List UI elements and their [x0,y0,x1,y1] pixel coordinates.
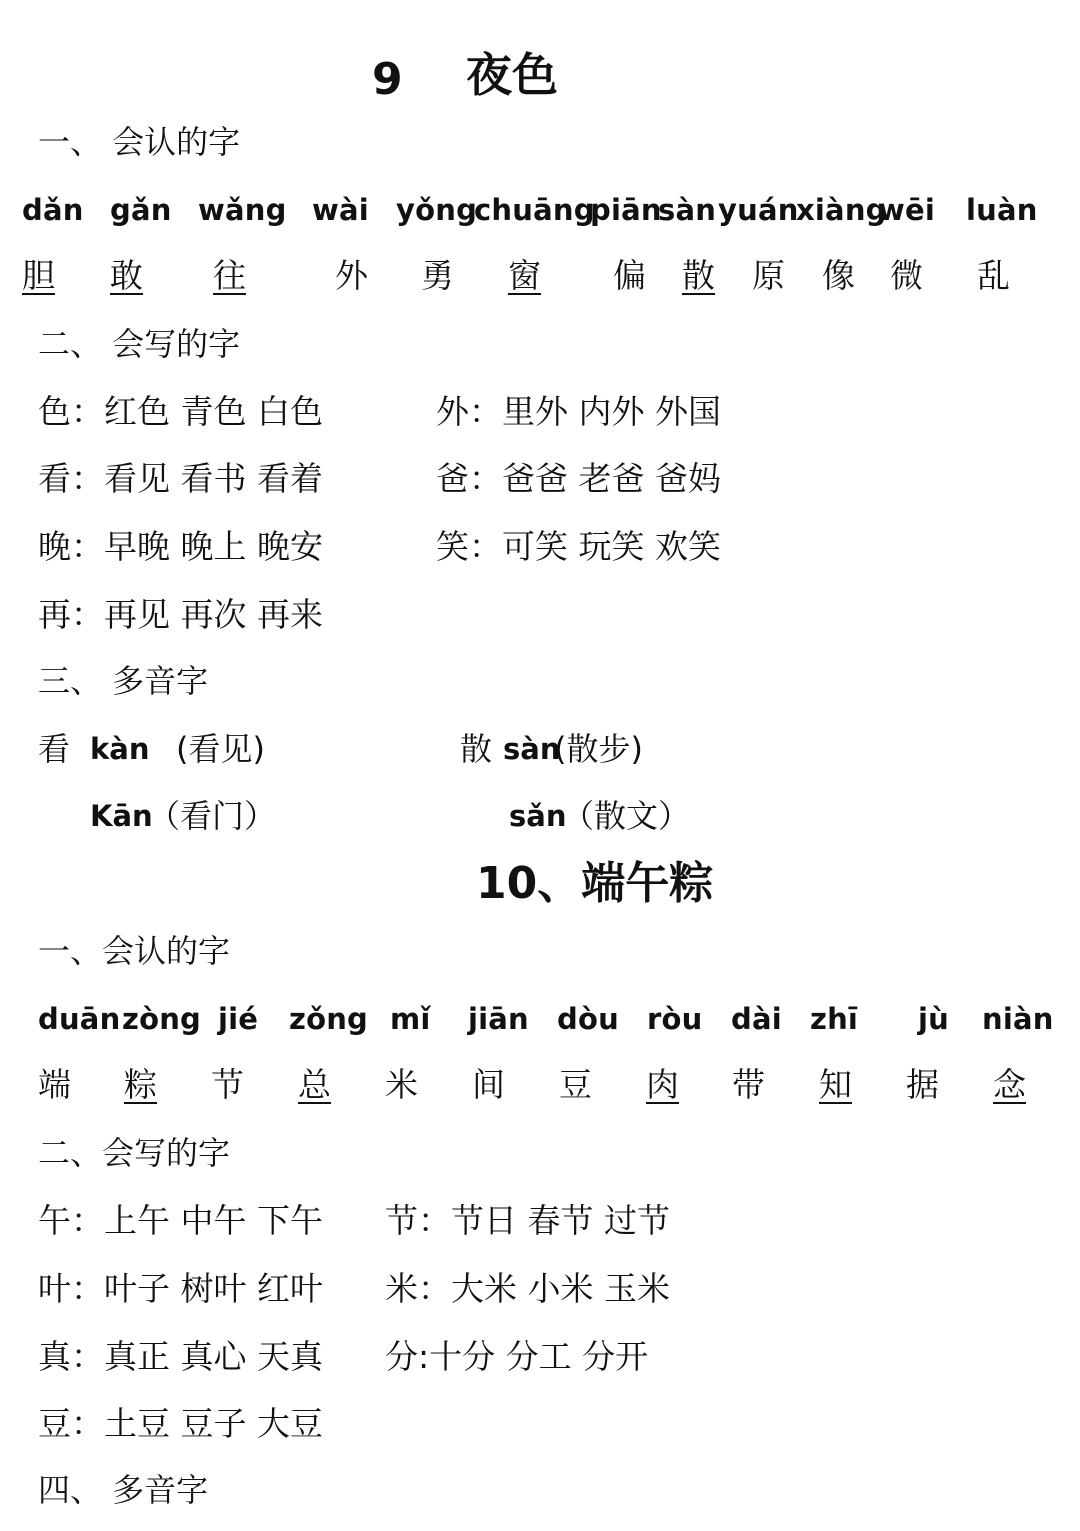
l9-char-12: 乱 [977,256,1010,295]
l10-char-7: 豆 [559,1065,592,1104]
lesson10-recognize-heading: 一、会认的字 [38,932,231,970]
l10-pinyin-3: jié [218,1002,259,1036]
l9-char-8: 散 [682,256,715,295]
lesson9-recognize-heading: 一、 会认的字 [38,123,241,161]
l9-write-row3-right: 笑：可笑 玩笑 欢笑 [436,527,721,566]
l10-write-row2-left: 叶：叶子 树叶 红叶 [38,1269,323,1308]
l10-char-11: 据 [906,1065,939,1104]
l10-write-row3-left: 真：真正 真心 天真 [38,1337,323,1376]
l10-pinyin-12: niàn [982,1002,1054,1036]
lesson10-write-heading: 二、会写的字 [38,1134,231,1172]
lesson10-polyphone-heading: 四、 多音字 [38,1471,209,1509]
poly-char-san: 散 [460,730,493,768]
poly-word-sanbu: (散步) [554,730,643,768]
lesson10-title: 10、端午粽 [476,858,714,909]
l9-char-10: 像 [822,256,855,295]
l9-pinyin-6: chuāng [474,193,595,227]
l9-char-7: 偏 [613,256,646,295]
lesson9-polyphone-heading: 三、 多音字 [38,662,209,700]
l9-char-2: 敢 [110,256,143,295]
l9-write-row2-right: 爸：爸爸 老爸 爸妈 [436,459,721,498]
l9-char-6: 窗 [508,256,541,295]
l10-write-row4-left: 豆：土豆 豆子 大豆 [38,1404,323,1443]
l9-char-1: 胆 [22,256,55,295]
poly-word-sanwen: （散文） [562,797,691,835]
l10-pinyin-2: zòng [122,1002,202,1036]
l10-write-row2-right: 米：大米 小米 玉米 [385,1269,670,1308]
l9-write-row3-left: 晚：早晚 晚上 晚安 [38,527,323,566]
l10-pinyin-9: dài [731,1002,782,1036]
poly-pinyin-kan1: Kān [90,799,153,833]
l9-pinyin-2: gǎn [110,193,172,227]
poly-pinyin-kan4: kàn [90,732,150,766]
l9-pinyin-4: wài [312,193,369,227]
l9-char-3: 往 [213,256,246,295]
l9-pinyin-7: piān [590,193,662,227]
l10-char-8: 肉 [646,1065,679,1104]
l9-pinyin-5: yǒng [396,193,478,227]
l10-pinyin-4: zǒng [289,1002,369,1036]
l9-pinyin-9: yuán [718,193,799,227]
l9-char-9: 原 [752,256,785,295]
lesson9-write-heading: 二、 会写的字 [38,325,241,363]
poly-word-kanjian: (看见) [176,730,265,768]
lesson9-number: 9 [372,54,403,105]
l9-write-row1-left: 色：红色 青色 白色 [38,392,323,431]
l10-pinyin-1: duān [38,1002,121,1036]
l9-char-11: 微 [890,256,923,295]
l10-pinyin-8: ròu [647,1002,703,1036]
l10-pinyin-5: mǐ [390,1002,431,1036]
lesson9-title: 夜色 [466,48,558,102]
l9-pinyin-12: luàn [966,193,1038,227]
l10-write-row1-right: 节：节日 春节 过节 [385,1201,670,1240]
l9-write-row4-left: 再：再见 再次 再来 [38,595,323,634]
l10-write-row3-right: 分:十分 分工 分开 [385,1337,649,1376]
l10-char-3: 节 [211,1065,244,1104]
l10-char-1: 端 [38,1065,71,1104]
l10-pinyin-6: jiān [468,1002,529,1036]
l10-char-4: 总 [298,1065,331,1104]
l9-pinyin-1: dǎn [22,193,84,227]
l10-char-12: 念 [993,1065,1026,1104]
l10-pinyin-10: zhī [810,1002,859,1036]
poly-word-kanmen: （看门） [148,797,277,835]
l10-char-2: 粽 [124,1065,157,1104]
l9-pinyin-8: sàn [658,193,717,227]
l10-pinyin-11: jù [918,1002,949,1036]
l9-write-row2-left: 看：看见 看书 看着 [38,459,323,498]
l10-char-5: 米 [385,1065,418,1104]
l10-char-9: 带 [732,1065,765,1104]
l9-pinyin-10: xiàng [796,193,887,227]
l10-char-10: 知 [819,1065,852,1104]
l9-pinyin-3: wǎng [198,193,287,227]
l9-pinyin-11: wēi [878,193,935,227]
l9-char-4: 外 [335,256,368,295]
l9-write-row1-right: 外：里外 内外 外国 [436,392,721,431]
l9-char-5: 勇 [421,256,454,295]
l10-char-6: 间 [472,1065,505,1104]
poly-pinyin-san4: sàn [503,732,561,766]
poly-char-kan: 看 [38,730,71,768]
poly-pinyin-san3: sǎn [509,799,567,833]
l10-pinyin-7: dòu [557,1002,619,1036]
l10-write-row1-left: 午：上午 中午 下午 [38,1201,323,1240]
